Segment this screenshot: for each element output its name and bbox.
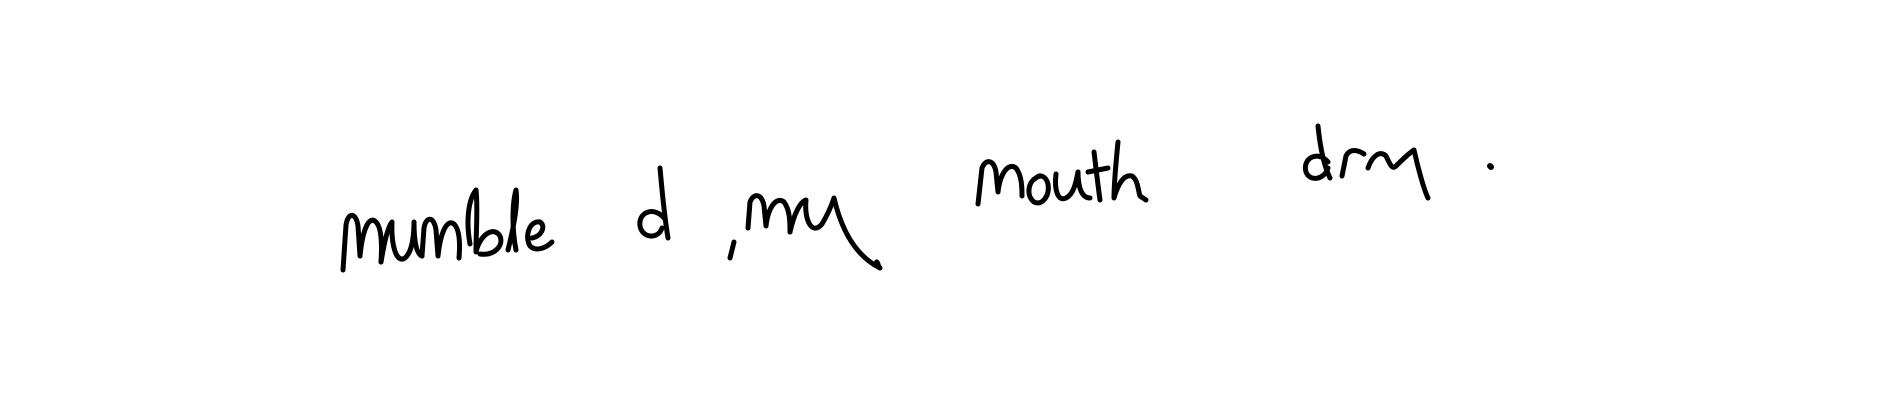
- handwritten-period: [1490, 166, 1491, 167]
- handwritten-word-mumbled: [343, 168, 668, 270]
- handwritten-word-my: [748, 196, 880, 268]
- handwritten-word-dry: [1305, 126, 1428, 198]
- handwritten-word-mouth: [978, 142, 1146, 204]
- handwritten-comma: [730, 242, 734, 258]
